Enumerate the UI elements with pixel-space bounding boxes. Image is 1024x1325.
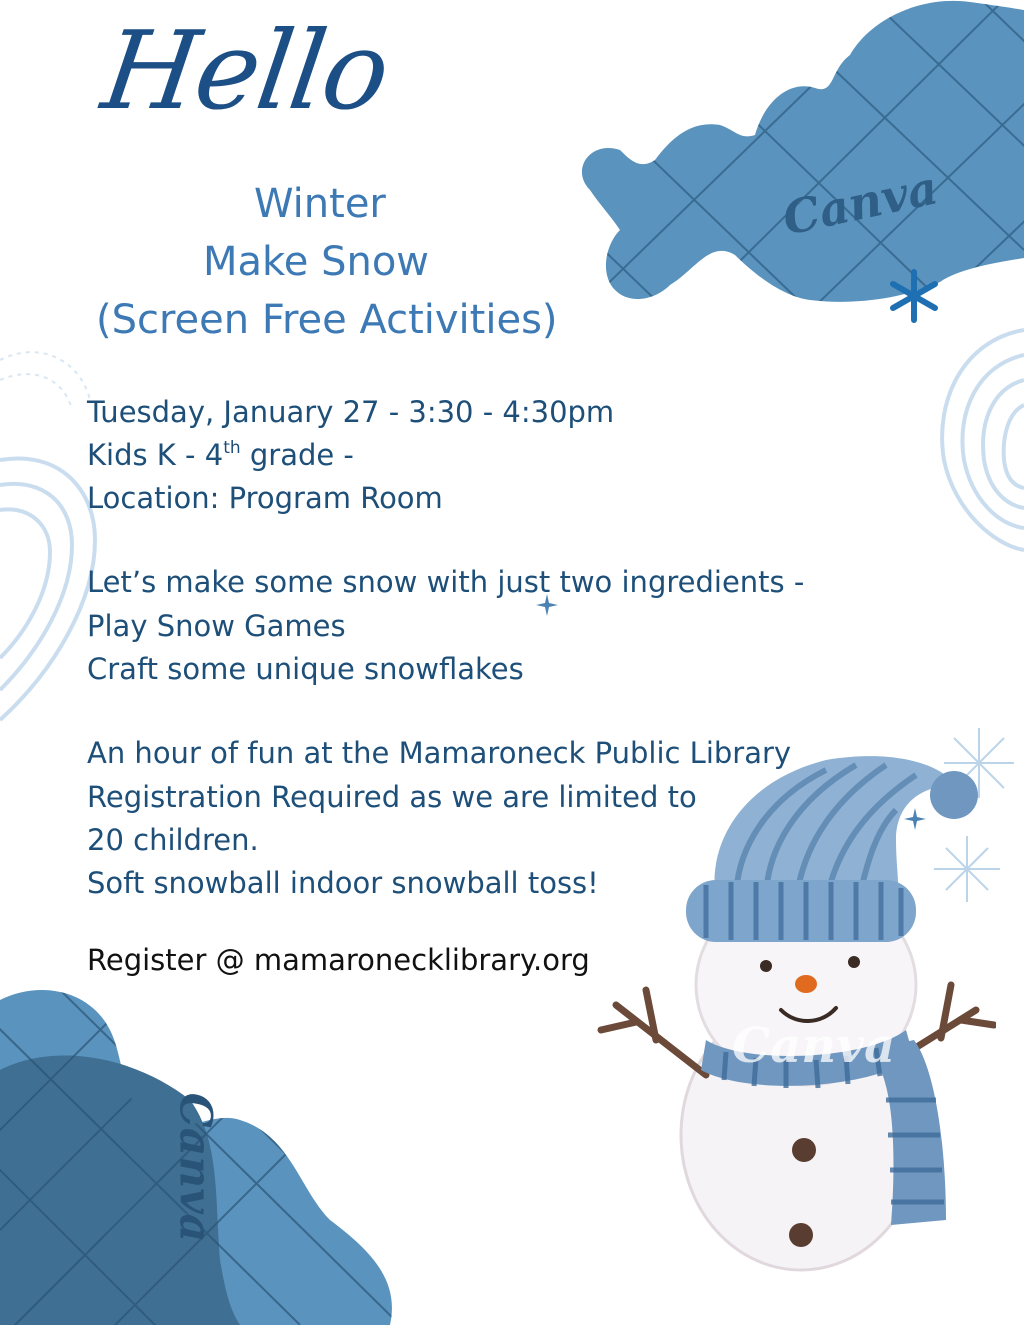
ages-suffix: grade - <box>240 438 354 472</box>
activity-line: Let’s make some snow with just two ingredients - <box>87 565 805 599</box>
title-screen-free: (Screen Free Activities) <box>96 297 558 343</box>
ages-prefix: Kids K - 4 <box>87 438 224 472</box>
event-ages <box>87 438 354 472</box>
info-line: An hour of fun at the Mamaroneck Public Library <box>87 736 792 770</box>
register-link[interactable]: Register @ mamaronecklibrary.org <box>87 943 590 977</box>
canva-watermark-top: Canva <box>778 160 943 246</box>
title-winter: Winter <box>254 181 386 227</box>
event-location: Location: Program Room <box>87 481 443 515</box>
ages-superscript: th <box>223 438 241 458</box>
activity-line: Craft some unique snowflakes <box>87 652 524 686</box>
asterisk-snowflake-icon <box>884 266 944 326</box>
concentric-swirl-right <box>924 320 1024 560</box>
event-date-time: Tuesday, January 27 - 3:30 - 4:30pm <box>87 395 615 429</box>
canva-watermark-snowman: Canva <box>732 1018 896 1074</box>
hello-script-heading: Hello <box>95 9 396 134</box>
info-line: Registration Required as we are limited to <box>87 780 697 814</box>
canva-watermark-bottom: Canva <box>169 1092 221 1243</box>
activity-line: Play Snow Games <box>87 609 346 643</box>
info-line: 20 children. <box>87 823 259 857</box>
cloud-blob-top-right <box>560 0 1024 330</box>
info-line: Soft snowball indoor snowball toss! <box>87 866 599 900</box>
title-make-snow: Make Snow <box>203 239 430 285</box>
